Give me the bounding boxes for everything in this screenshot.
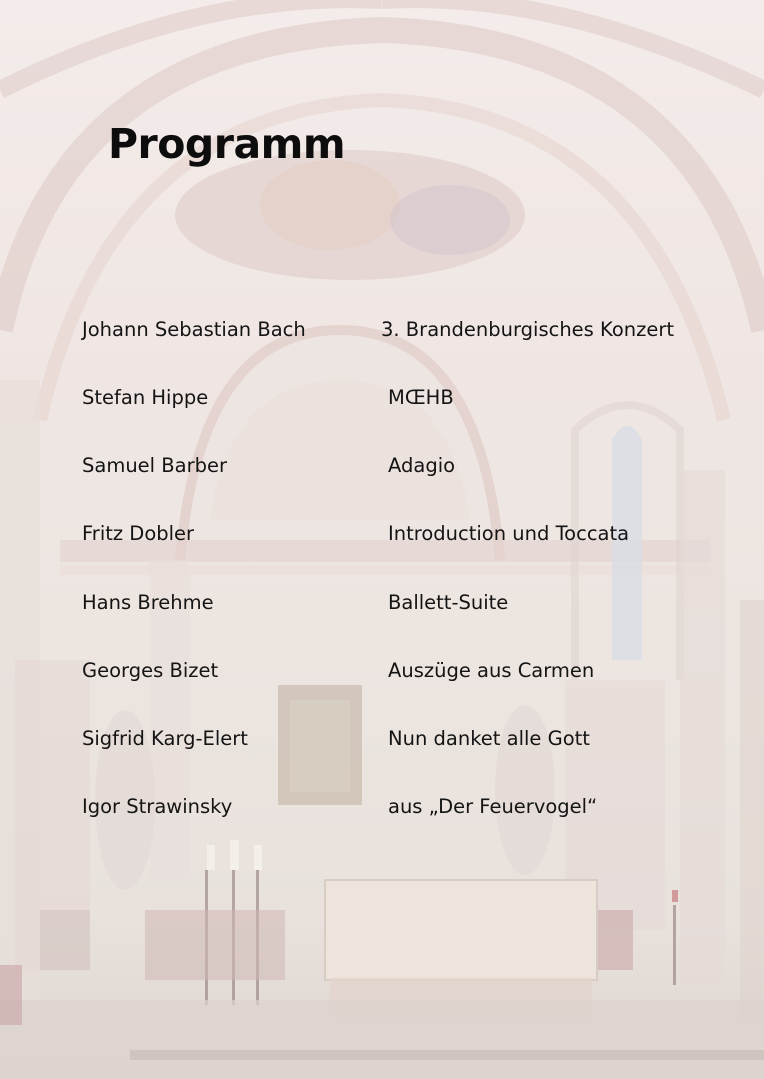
work-title: Auszüge aus Carmen (388, 659, 595, 682)
composer-name: Hans Brehme (82, 591, 214, 614)
work-title: MŒHB (388, 386, 454, 409)
composer-name: Stefan Hippe (82, 386, 209, 409)
work-title: aus „Der Feuervogel“ (388, 795, 598, 818)
page-title: Programm (108, 120, 346, 168)
composer-name: Fritz Dobler (82, 522, 195, 545)
program-row (0, 724, 764, 756)
program-row (0, 656, 764, 688)
composer-name: Georges Bizet (82, 659, 219, 682)
composer-name: Samuel Barber (82, 454, 228, 477)
work-title: Introduction und Toccata (388, 522, 630, 545)
work-title: Nun danket alle Gott (388, 727, 590, 750)
composer-name: Sigfrid Karg-Elert (82, 727, 248, 750)
program-row (0, 451, 764, 483)
composer-name: Igor Strawinsky (82, 795, 233, 818)
program-row (0, 792, 764, 824)
work-title: Ballett-Suite (388, 591, 509, 614)
program-row (0, 383, 764, 415)
program-row (0, 519, 764, 551)
work-title: 3. Brandenburgisches Konzert (381, 318, 675, 341)
work-title: Adagio (388, 454, 456, 477)
composer-name: Johann Sebastian Bach (82, 318, 306, 341)
program-row (0, 315, 764, 347)
program-row (0, 588, 764, 620)
